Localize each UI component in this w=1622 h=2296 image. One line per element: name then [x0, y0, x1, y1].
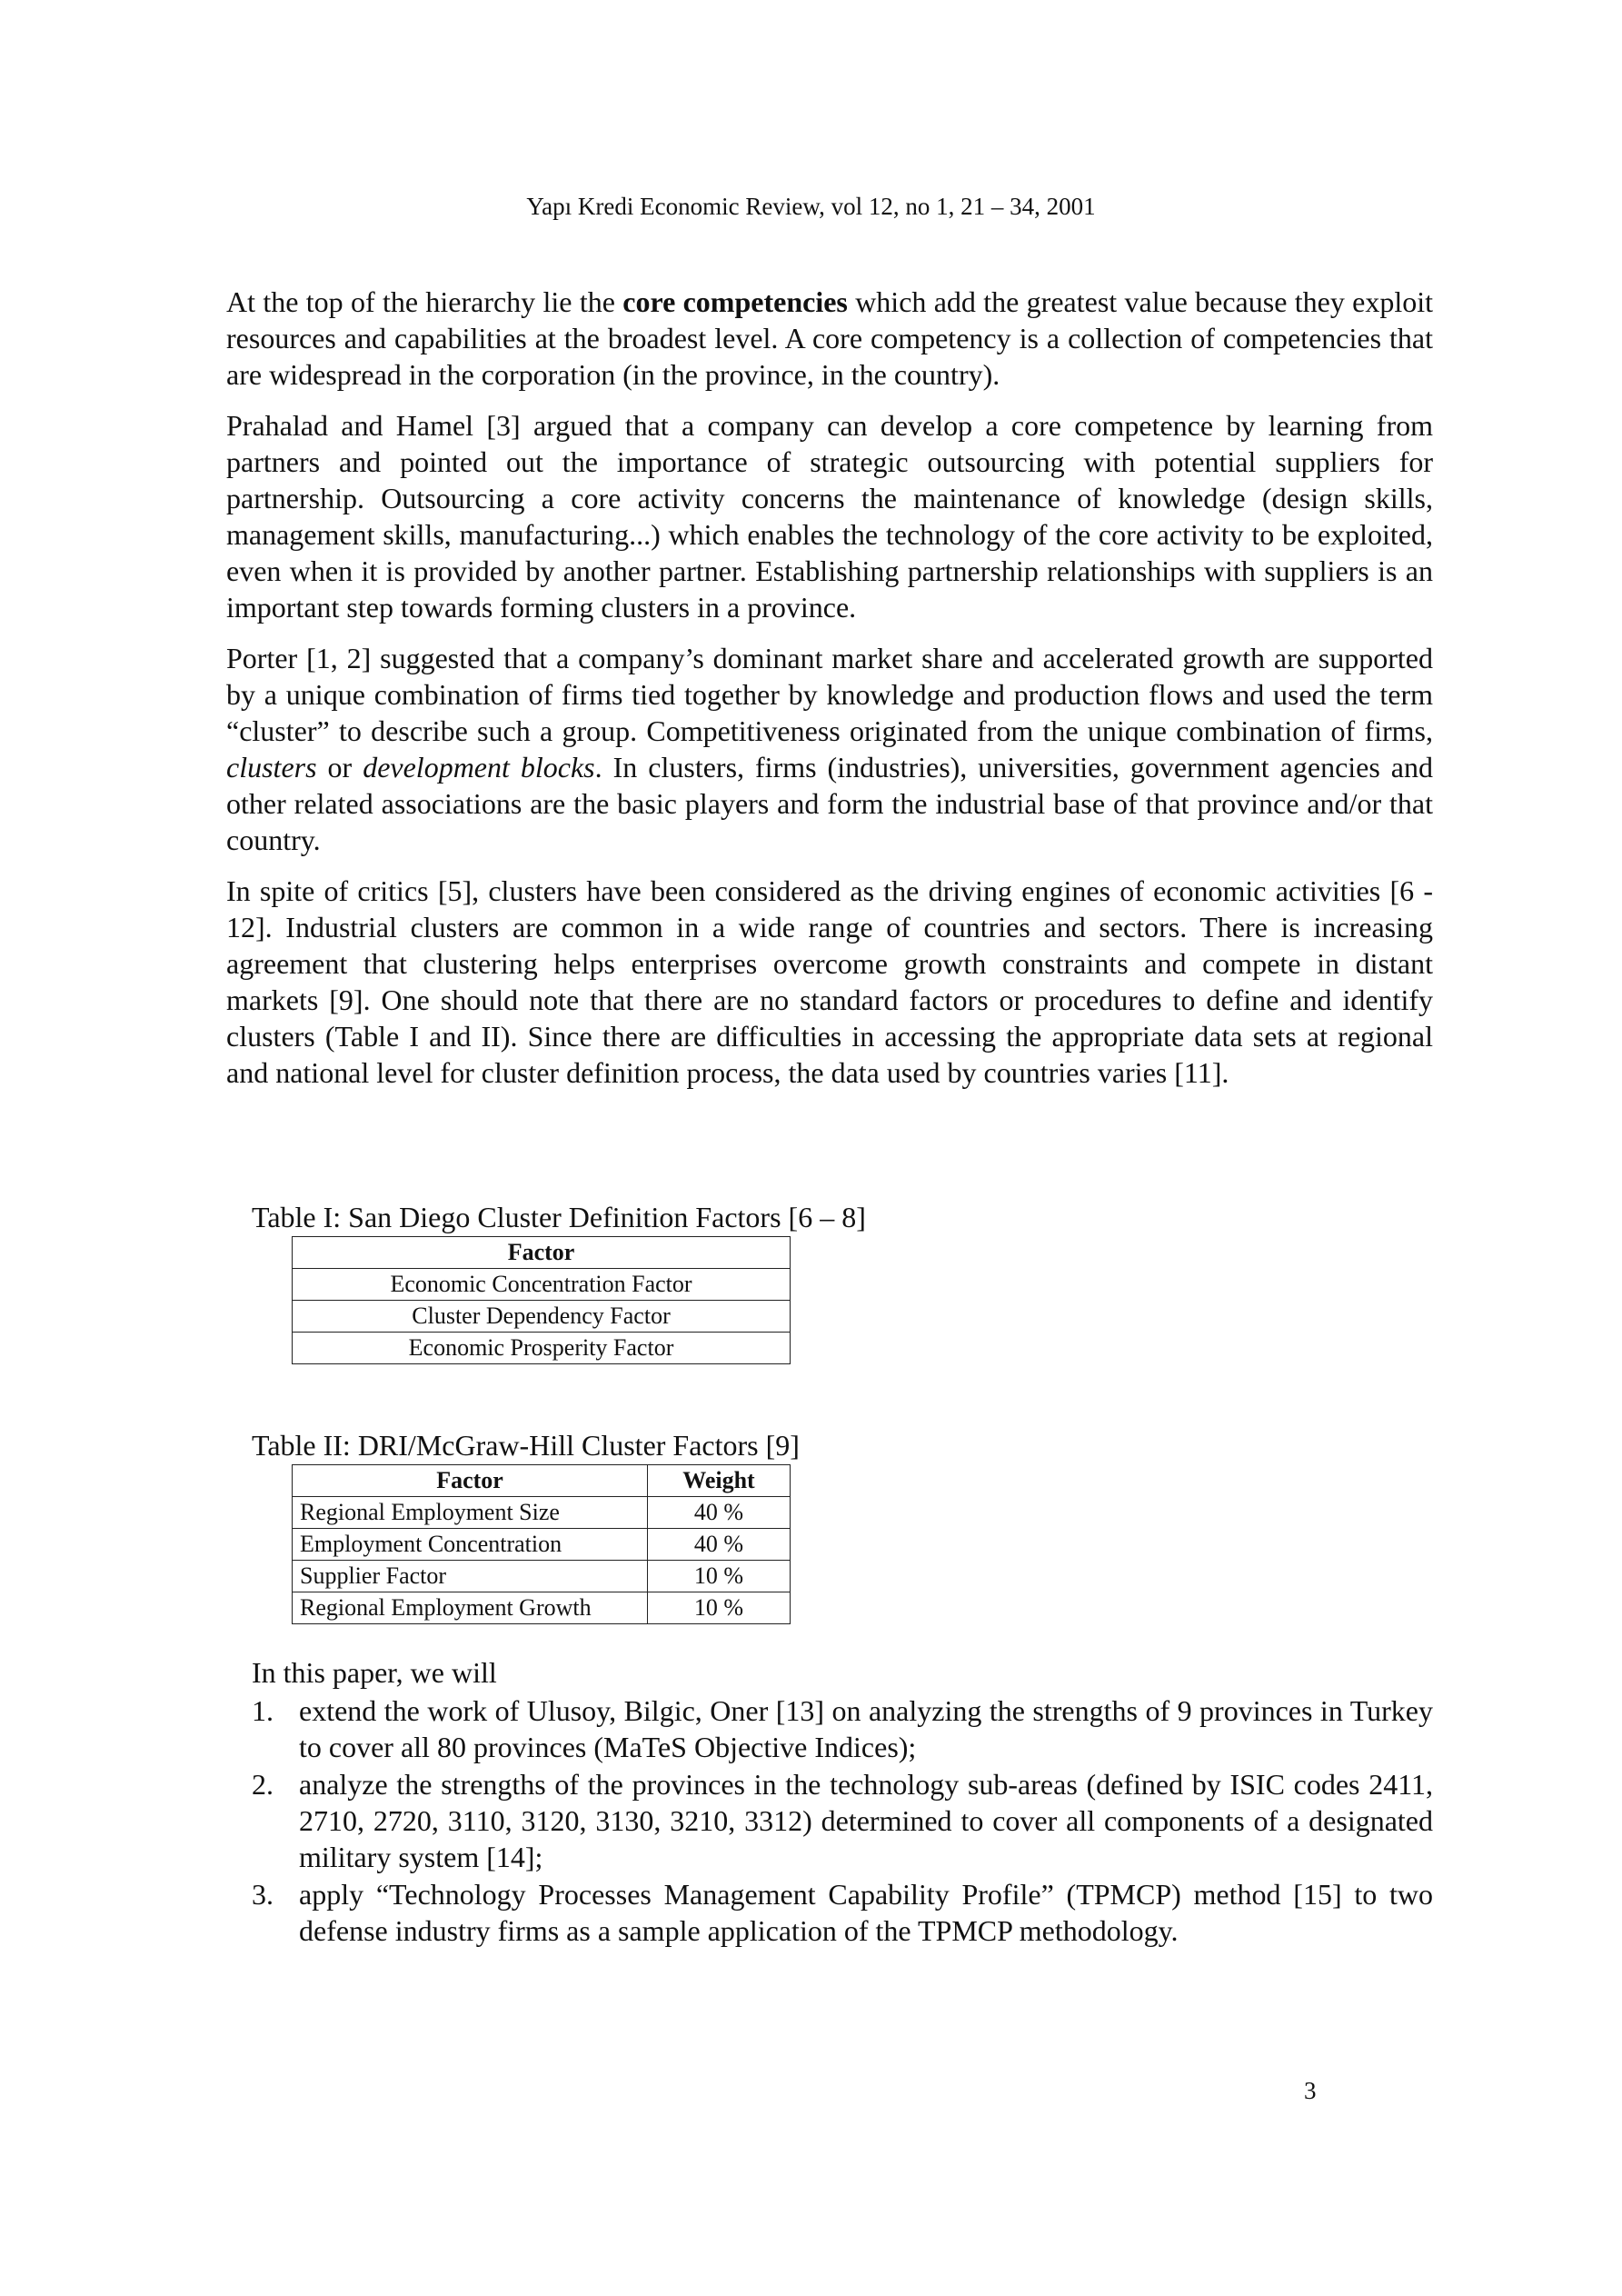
table-cell: Regional Employment Growth	[293, 1592, 648, 1624]
running-head: Yapı Kredi Economic Review, vol 12, no 1, 21 – 34, 2001	[526, 193, 1096, 220]
table-1	[292, 1236, 791, 1364]
table-cell: 10 %	[648, 1561, 791, 1592]
table-cell: Cluster Dependency Factor	[293, 1301, 791, 1333]
table-row	[293, 1497, 791, 1529]
list-item	[252, 1766, 1433, 1875]
table-row	[293, 1269, 791, 1301]
table-cell: 40 %	[648, 1497, 791, 1529]
italic-term: development blocks	[363, 751, 595, 784]
page-number: 3	[1304, 2077, 1317, 2104]
italic-term: clusters	[226, 751, 317, 784]
list-item-number: 2.	[252, 1768, 274, 1801]
body-text	[226, 284, 1433, 1105]
table-row	[293, 1592, 791, 1624]
table-cell: 10 %	[648, 1592, 791, 1624]
table-cell: Economic Concentration Factor	[293, 1269, 791, 1301]
list-item	[252, 1692, 1433, 1765]
table-row	[293, 1529, 791, 1561]
paper-goals	[252, 1654, 1433, 1950]
table-1-block	[252, 1200, 866, 1364]
paragraph-text: which add the greatest value because they exploit resources and capabilities at the broadest level. A core competency is a collection of competencies that are widespread in the corporation (in the province, in the country).	[226, 285, 1434, 391]
bold-term: core competencies	[622, 285, 848, 318]
table-row	[293, 1561, 791, 1592]
table-header-cell: Weight	[648, 1465, 791, 1497]
table-header-row	[293, 1237, 791, 1269]
goals-list	[252, 1692, 1433, 1949]
table-cell: Employment Concentration	[293, 1529, 648, 1561]
paragraph-clusters: In spite of critics [5], clusters have been considered as the driving engines of economic activities [6 - 12]. Industrial clusters are common in a wide range of countries and sectors. There is increasing agreement that clustering helps enterprises overcome growth constraints and compete in distant markets [9]. One should note that there are no standard factors or procedures to define and identify clusters (Table I and II). Since there are difficulties in accessing the appropriate data sets at regional and national level for cluster definition process, the data used by countries varies [11].	[226, 874, 1433, 1089]
paragraph-text: . In clusters, firms (industries), universities, government agencies and other related associations are the basic players and form the industrial base of that province and/or that country.	[226, 751, 1434, 856]
table-row	[293, 1301, 791, 1333]
paragraph-text: At the top of the hierarchy lie the	[226, 285, 623, 318]
paragraph-prahalad-hamel: Prahalad and Hamel [3] argued that a company can develop a core competence by learning from partners and pointed out the importance of strategic outsourcing with potential suppliers for partnership. Outsourcing a core activity concerns the maintenance of knowledge (design skills, management skills, manufacturing...) which enables the technology of the core activity to be exploited, even when it is provided by another partner. Establishing partnership relationships with suppliers is an important step towards forming clusters in a province.	[226, 409, 1433, 624]
paragraph-core-competencies	[226, 284, 1433, 393]
list-item	[252, 1876, 1433, 1949]
table-header-row	[293, 1465, 791, 1497]
list-item-number: 3.	[252, 1878, 274, 1911]
table-header-cell: Factor	[293, 1237, 791, 1269]
list-item-text: extend the work of Ulusoy, Bilgic, Oner [13] on analyzing the strengths of 9 provinces in Turkey to cover all 80 provinces (MaTeS Objective Indices);	[299, 1694, 1433, 1763]
paragraph-text: or	[316, 751, 363, 784]
table-2	[292, 1464, 791, 1624]
table-row	[293, 1333, 791, 1364]
table-cell: 40 %	[648, 1529, 791, 1561]
list-item-text: analyze the strengths of the provinces in the technology sub-areas (defined by ISIC codes 2411, 2710, 2720, 3110, 3120, 3130, 3210, 3312) determined to cover all components of a designated military system [14];	[299, 1768, 1433, 1873]
table-2-caption: Table II: DRI/McGraw-Hill Cluster Factors [9]	[252, 1429, 800, 1462]
paragraph-text: Porter [1, 2] suggested that a company’s dominant market share and accelerated growth are supported by a unique combination of firms tied together by knowledge and production flows and used the term “cluster” to describe such a group. Competitiveness originated from the unique combination of firms,	[226, 642, 1433, 747]
tables-section	[252, 1200, 866, 1624]
table-1-caption: Table I: San Diego Cluster Definition Factors [6 – 8]	[252, 1201, 866, 1233]
list-item-number: 1.	[252, 1694, 274, 1727]
table-header-cell: Factor	[293, 1465, 648, 1497]
table-cell: Regional Employment Size	[293, 1497, 648, 1529]
table-2-block	[252, 1428, 866, 1624]
table-cell: Supplier Factor	[293, 1561, 648, 1592]
paragraph-porter	[226, 640, 1433, 858]
table-cell: Economic Prosperity Factor	[293, 1333, 791, 1364]
goals-lead: In this paper, we will	[252, 1656, 497, 1689]
list-item-text: apply “Technology Processes Management Capability Profile” (TPMCP) method [15] to two defense industry firms as a sample application of the TPMCP methodology.	[299, 1878, 1433, 1947]
